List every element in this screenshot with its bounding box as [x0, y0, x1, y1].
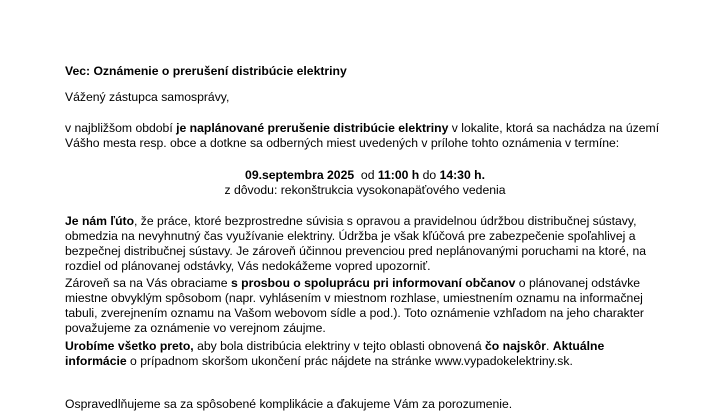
- apology-bold: Je nám ľúto: [65, 214, 135, 228]
- outage-details: [65, 168, 665, 198]
- paragraph-cooperation: [65, 276, 665, 336]
- outage-to-time: 14:30 h.: [439, 168, 485, 182]
- paragraph-intro: [65, 121, 665, 151]
- restoration-bold-2: čo najskôr: [485, 339, 546, 353]
- outage-from-time: 11:00 h: [377, 168, 420, 182]
- restoration-bold-3: Aktuálne informácie: [65, 339, 605, 368]
- outage-reason: z dôvodu: rekonštrukcia vysokonapäťového vedenia: [224, 183, 506, 197]
- restoration-text-3: o prípadnom skoršom ukončení prác nájdete na stránke www.vypadokelektriny.sk.: [126, 354, 573, 368]
- restoration-bold-1: Urobíme všetko preto,: [65, 339, 194, 353]
- letter-closing: Ospravedlňujeme sa za spôsobené komplikácie a ďakujeme Vám za porozumenie.: [65, 397, 513, 411]
- cooperation-bold: s prosbou o spoluprácu pri informovaní občanov: [230, 276, 516, 290]
- outage-to-word: do: [422, 168, 437, 182]
- outage-date: 09.septembra 2025: [245, 168, 355, 182]
- paragraph-apology: [65, 214, 665, 274]
- outage-time-line: [65, 168, 665, 183]
- outage-from-word: od: [360, 168, 375, 182]
- cooperation-text-2: o plánovanej odstávke miestne obvyklým spôsobom (napr. vyhlásením v miestnom rozhlase, umiestnením oznamu na informačnej tabuli, zverejnením oznamu na Vašom webovom sídle a pod.). Toto oznámenie vzhľadom na jeho charakter považujeme za oznámenie vo verejnom záujme.: [65, 276, 644, 335]
- intro-text-1: v najbližšom období: [65, 121, 177, 135]
- cooperation-text-1: Zároveň sa na Vás obraciame: [65, 276, 231, 290]
- intro-bold: je naplánované prerušenie distribúcie elektriny: [176, 121, 449, 135]
- subject-text: Vec: Oznámenie o prerušení distribúcie elektriny: [65, 64, 347, 78]
- apology-text: , že práce, ktoré bezprostredne súvisia s opravou a pravidelnou údržbou distribučnej sústavy, obmedzia na nevyhnutný čas využívanie elektriny. Údržba je však kľúčová pre zabezpečenie spoľahlivej a bezpečnej distribučnej sústavy. Je zároveň účinnou prevenciou pred neplánovanými poruchami na ktoré, na rozdiel od plánovanej odstávky, Vás nedokážeme vopred upozorniť.: [65, 214, 647, 273]
- letter-salutation: Vážený zástupca samosprávy,: [65, 90, 230, 104]
- paragraph-restoration: [65, 339, 665, 369]
- restoration-text-2: .: [545, 339, 553, 353]
- intro-text-2: v lokalite, ktorá sa nachádza na území Vášho mesta resp. obce a dotkne sa odberných miest uvedených v prílohe tohto oznámenia v termíne:: [65, 121, 660, 150]
- letter-subject: [65, 64, 665, 79]
- restoration-text-1: aby bola distribúcia elektriny v tejto oblasti obnovená: [193, 339, 486, 353]
